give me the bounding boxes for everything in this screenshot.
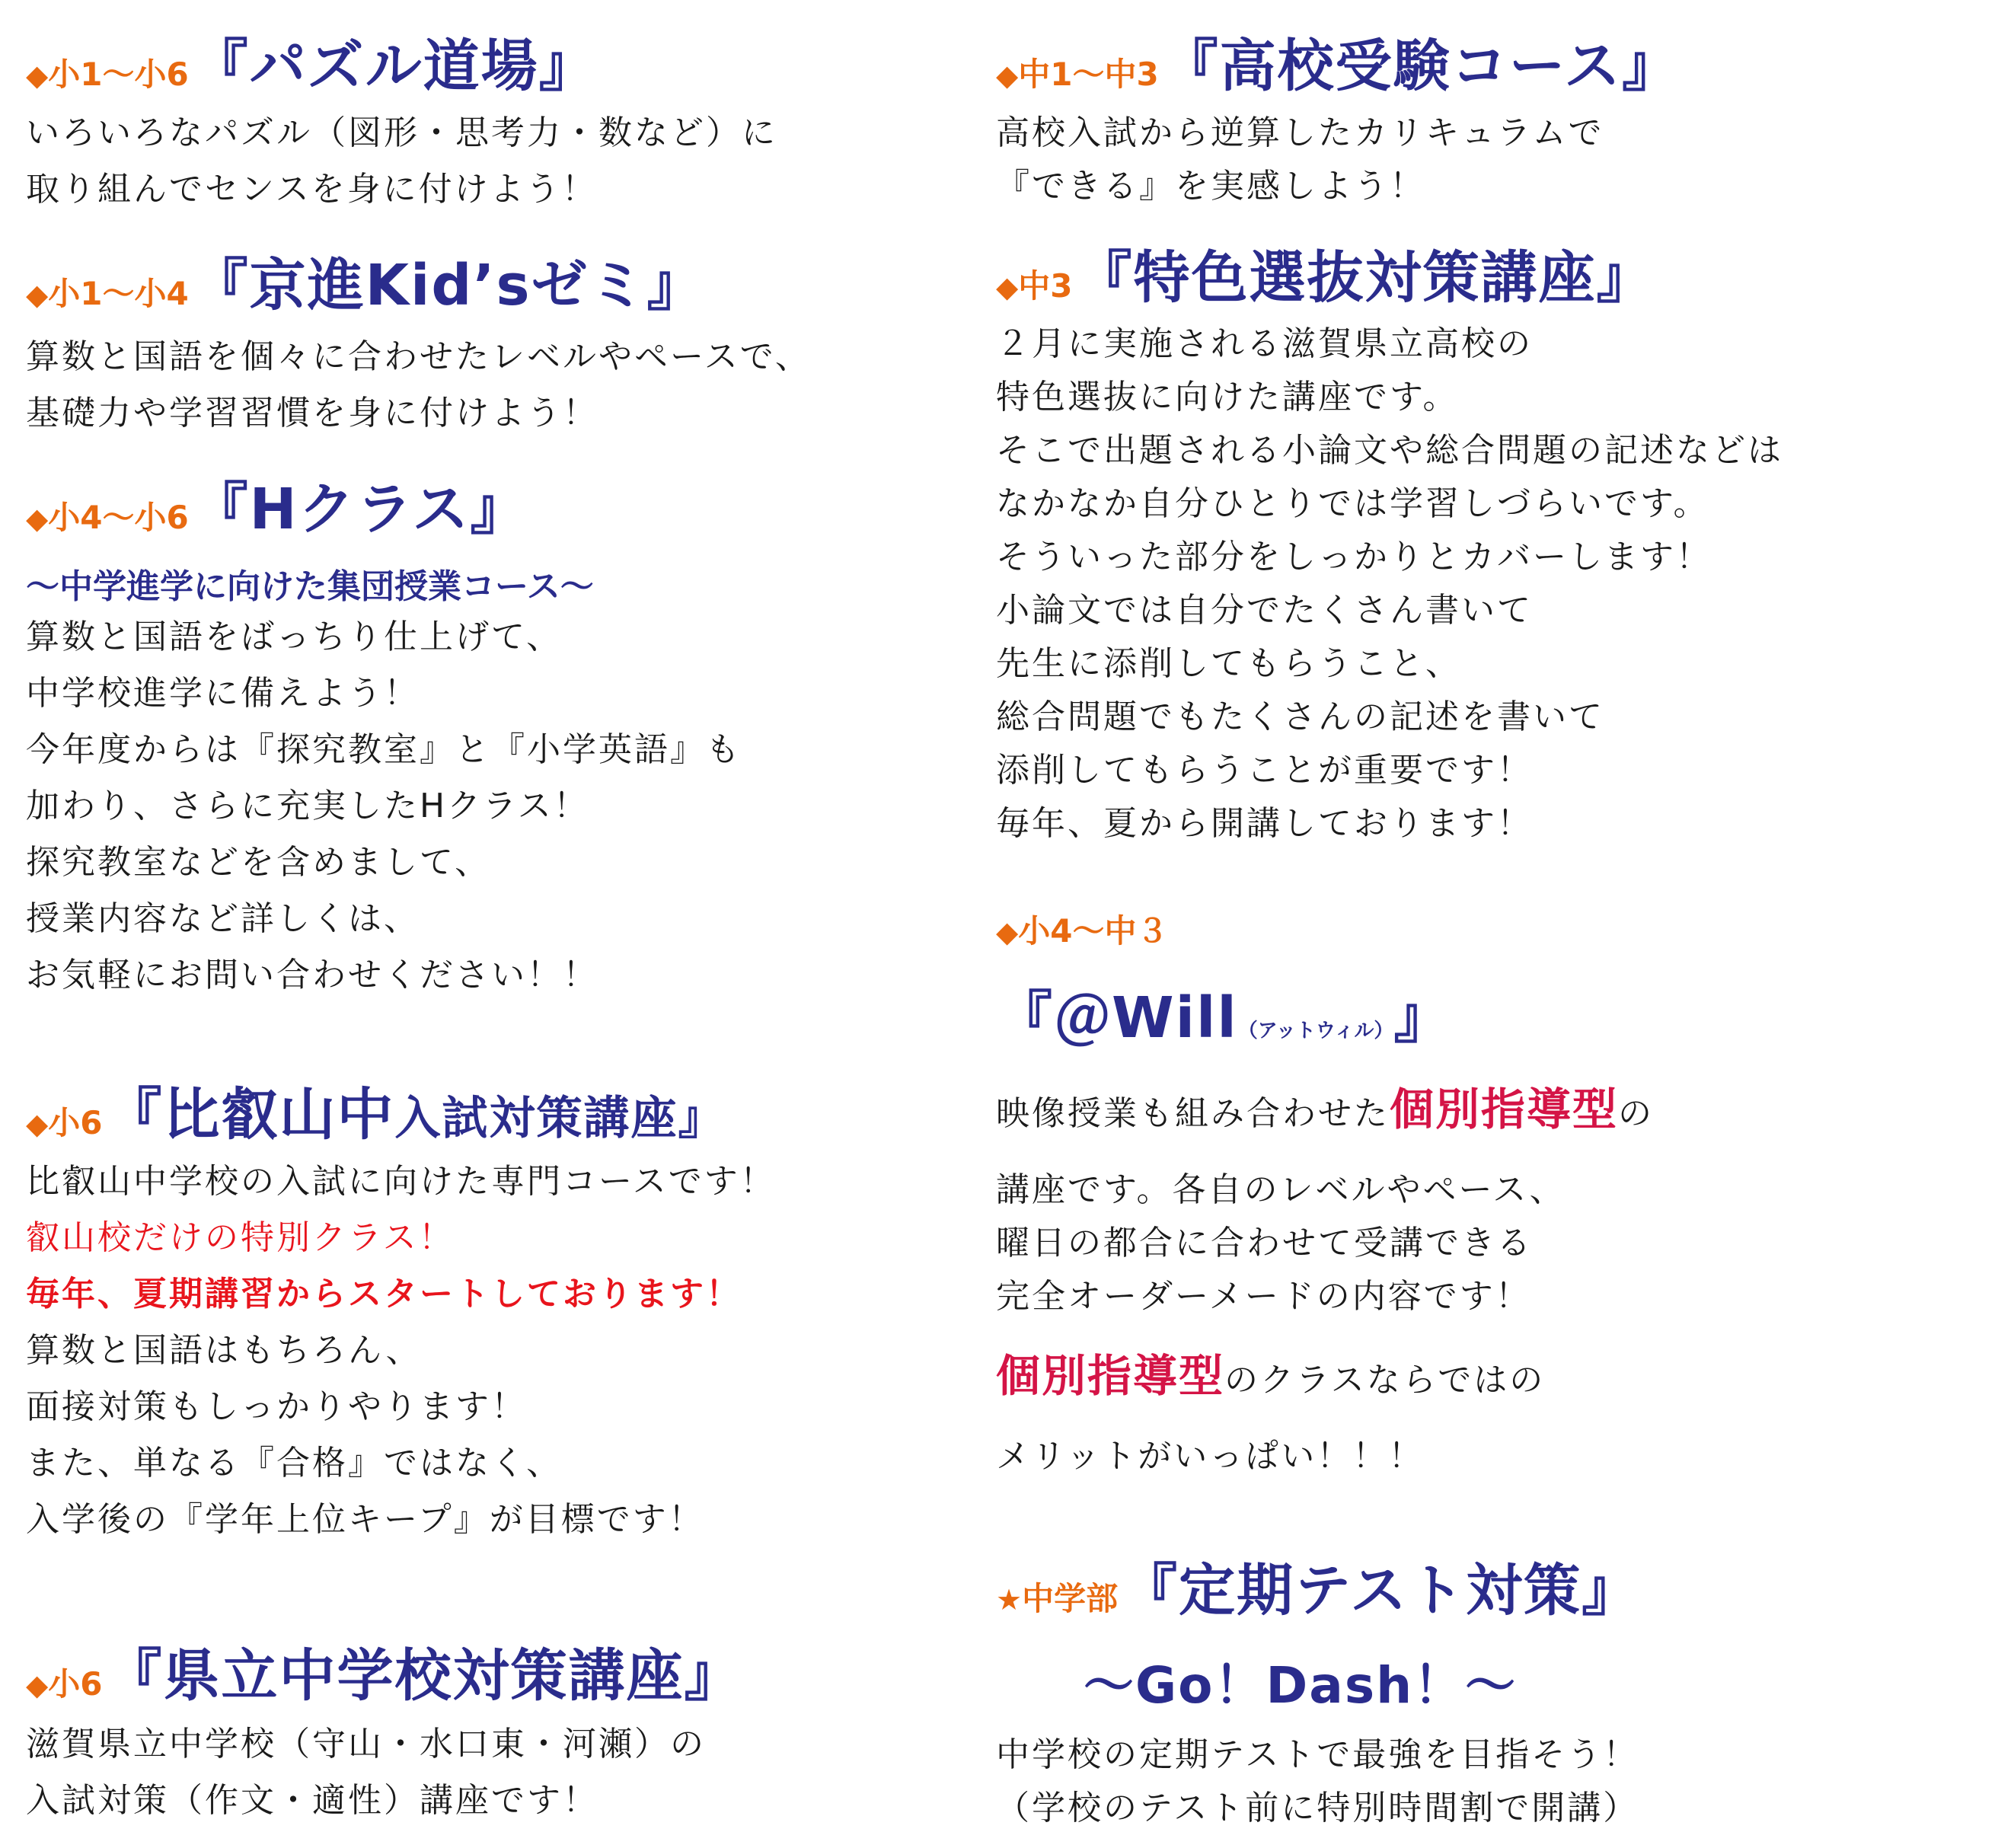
body-line: 完全オーダーメードの内容です！ [996, 1277, 1531, 1316]
will-title [996, 973, 1451, 1054]
will-line-5 [996, 1348, 1545, 1409]
grade-label: 中学部 [1022, 1580, 1119, 1617]
course-title-close: 』 [1393, 985, 1452, 1051]
will-line-1 [996, 1081, 1654, 1142]
body-line: 比叡山中学校の入試に向けた専門コースです！ [26, 1162, 776, 1201]
body-line: 滋賀県立中学校（守山・水口東・河瀬）の [26, 1725, 706, 1763]
grade-label: 中3 [1018, 267, 1073, 305]
highlight-line: 叡山校だけの特別クラス！ [26, 1218, 455, 1257]
body-line: お気軽にお問い合わせください！！ [26, 956, 598, 994]
highlight-line: 毎年、夏期講習からスタートしております！ [26, 1275, 742, 1313]
body-line: ２月に実施される滋賀県立高校の [996, 324, 1533, 363]
course-title: 『Hクラス』 [191, 477, 528, 542]
grade-label: 中1～中3 [1018, 56, 1159, 93]
course-title: 『＠Will [996, 985, 1238, 1051]
teiki-heading [996, 1546, 1639, 1626]
body-text: のクラスならではの [1224, 1361, 1546, 1400]
body-line: 添削してもらうことが重要です！ [996, 751, 1533, 790]
body-line: 特色選抜に向けた講座です。 [996, 378, 1459, 417]
grade-label: 小6 [48, 1104, 103, 1141]
body-line: 加わり、さらに充実したHクラス！ [26, 787, 589, 825]
body-line: 毎年、夏から開講しております！ [996, 804, 1533, 843]
body-line: 探究教室などを含めまして、 [26, 843, 491, 882]
body-line: また、単なる『合格』ではなく、 [26, 1444, 563, 1483]
body-line: 算数と国語をばっちり仕上げて、 [26, 618, 563, 656]
emphasis-text: 個別指導型 [996, 1350, 1225, 1402]
diamond-icon: ◆ [26, 502, 49, 535]
diamond-icon: ◆ [996, 270, 1019, 304]
star-icon: ★ [996, 1583, 1023, 1617]
body-line: 中学校進学に備えよう！ [26, 674, 420, 713]
course-title: 『特色選抜対策講座』 [1075, 245, 1655, 311]
body-line: 曜日の都合に合わせて受講できる [996, 1224, 1533, 1262]
kenritsu-heading [26, 1631, 742, 1712]
body-line: 講座です。各自のレベルやペース、 [996, 1170, 1566, 1209]
body-line: 『できる』を実感しよう！ [996, 167, 1425, 206]
body-line: 先生に添削してもらうこと、 [996, 644, 1461, 683]
body-text: 映像授業も組み合わせた [996, 1094, 1390, 1133]
grade-label: 小6 [48, 1665, 103, 1703]
body-line: そういった部分をしっかりとカバーします！ [996, 538, 1712, 576]
diamond-icon: ◆ [26, 278, 49, 311]
grade-label: 小1～小6 [48, 56, 189, 93]
hclass-heading [26, 464, 528, 545]
diamond-icon: ◆ [26, 1107, 49, 1141]
body-line: （学校のテスト前に特別時間割で開講） [996, 1789, 1639, 1827]
body-line: 高校入試から逆算したカリキュラムで [996, 113, 1604, 152]
body-line: なかなか自分ひとりでは学習しづらいです。 [996, 484, 1709, 523]
body-text: の [1618, 1094, 1655, 1133]
grade-label: 小1～小4 [48, 275, 189, 312]
title-reading: （アットウィル） [1237, 1020, 1394, 1042]
body-line: 算数と国語はもちろん、 [26, 1331, 422, 1370]
body-line: 取り組んでセンスを身に付けよう！ [26, 170, 598, 209]
emphasis-text: 個別指導型 [1390, 1084, 1619, 1135]
course-title: 『京進Kid’sゼミ』 [191, 253, 705, 318]
slogan: ～Go！Dash！～ [1084, 1656, 1518, 1715]
puzzle-heading [26, 21, 597, 102]
diamond-icon: ◆ [996, 59, 1019, 92]
course-subtitle: ～中学進学に向けた集団授業コース～ [26, 567, 594, 606]
course-title: 『比叡山中 [105, 1082, 395, 1147]
body-line: 今年度からは『探究教室』と『小学英語』も [26, 730, 742, 769]
tokushoku-heading [996, 233, 1654, 314]
hiei-heading [26, 1070, 725, 1151]
body-line: 基礎力や学習習慣を身に付けよう！ [26, 394, 598, 432]
course-title: 『高校受験コース』 [1161, 34, 1680, 99]
body-line: 面接対策もしっかりやります！ [26, 1387, 527, 1426]
koukou-heading [996, 21, 1680, 102]
grade-label: 小4～中３ [1018, 912, 1169, 950]
diamond-icon: ◆ [26, 1668, 49, 1702]
grade-label: 小4～小6 [48, 499, 189, 536]
will-grade-heading [996, 906, 1171, 952]
course-title: 『定期テスト対策』 [1121, 1558, 1640, 1623]
body-line: いろいろなパズル（図形・思考力・数など）に [26, 113, 777, 152]
body-line: 授業内容など詳しくは、 [26, 899, 420, 938]
body-line: 算数と国語を個々に合わせたレベルやペースで、 [26, 337, 811, 376]
body-line: メリットがいっぱい！！！ [996, 1437, 1425, 1476]
course-title: 『パズル道場』 [191, 34, 597, 99]
body-line: 入試対策（作文・適性）講座です！ [26, 1781, 598, 1820]
kids-heading [26, 241, 705, 321]
course-title-suffix: 入試対策講座』 [394, 1092, 726, 1145]
body-line: そこで出題される小論文や総合問題の記述などは [996, 431, 1783, 470]
body-line: 総合問題でもたくさんの記述を書いて [996, 697, 1604, 736]
diamond-icon: ◆ [996, 915, 1019, 949]
diamond-icon: ◆ [26, 59, 49, 92]
body-line: 入学後の『学年上位キープ』が目標です！ [26, 1500, 704, 1539]
body-line: 小論文では自分でたくさん書いて [996, 591, 1533, 630]
course-title: 『県立中学校対策講座』 [105, 1643, 742, 1709]
body-line: 中学校の定期テストで最強を目指そう！ [996, 1735, 1639, 1774]
